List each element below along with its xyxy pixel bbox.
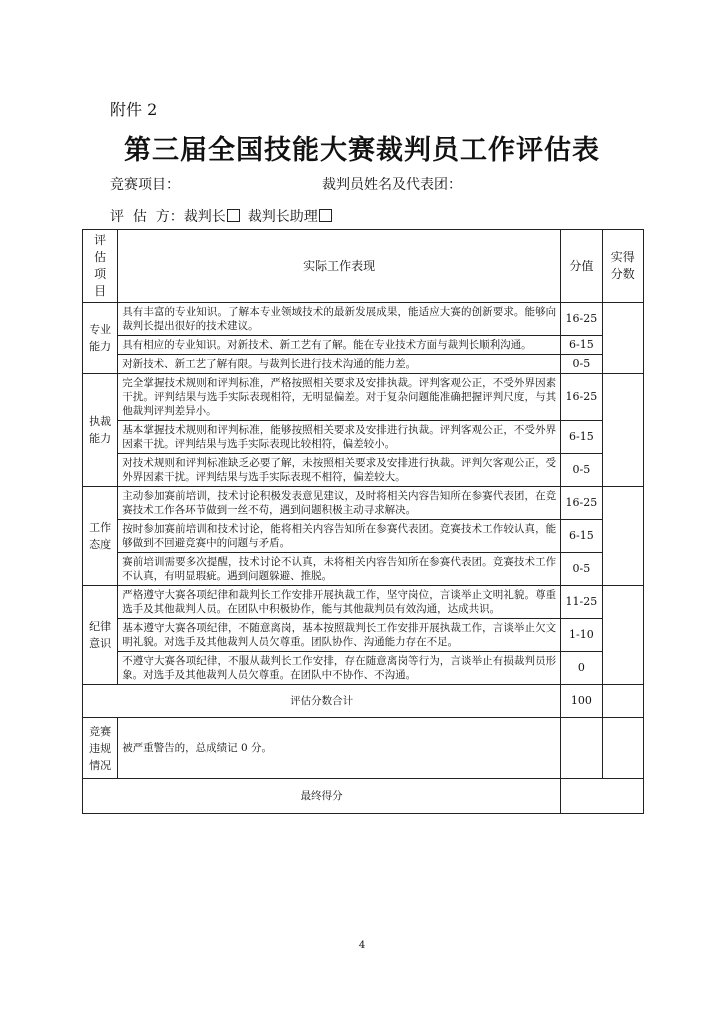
evaluator-label: 评 估 方： bbox=[110, 209, 184, 225]
attachment-label: 附件 2 bbox=[110, 100, 158, 119]
final-row bbox=[83, 779, 644, 814]
table-header-row bbox=[83, 230, 644, 303]
actual-score-cell[interactable] bbox=[602, 374, 643, 487]
chief-referee-label: 裁判长 bbox=[183, 209, 226, 225]
total-actual-cell[interactable] bbox=[602, 685, 643, 718]
points-range: 0-5 bbox=[561, 553, 602, 586]
performance-description: 具有丰富的专业知识。了解本专业领域技术的最新发展成果，能适应大赛的创新要求。能够向裁判长提出很好的技术建议。 bbox=[118, 303, 561, 336]
chief-referee-checkbox[interactable] bbox=[227, 209, 240, 222]
final-label: 最终得分 bbox=[83, 779, 561, 814]
points-range: 1-10 bbox=[561, 619, 602, 652]
referee-field-label: 裁判员姓名及代表团： bbox=[322, 177, 462, 193]
actual-score-cell[interactable] bbox=[602, 586, 643, 685]
table-row bbox=[83, 355, 644, 374]
points-range: 0 bbox=[561, 652, 602, 685]
event-field-label: 竞赛项目： bbox=[110, 177, 180, 193]
performance-description: 对新技术、新工艺了解有限。与裁判长进行技术沟通的能力差。 bbox=[118, 355, 561, 374]
performance-description: 对技术规则和评判标准缺乏必要了解，未按照相关要求及安排进行执裁。评判欠客观公正，受外界因素干扰。评判结果与选手实际表现不相符，偏差较大。 bbox=[118, 454, 561, 487]
table-row bbox=[83, 487, 644, 520]
performance-description: 按时参加赛前培训和技术讨论，能将相关内容告知所在参赛代表团。竞赛技术工作较认真，能够做到不回避竞赛中的问题与矛盾。 bbox=[118, 520, 561, 553]
table-row bbox=[83, 374, 644, 421]
header-actual: 实得分数 bbox=[602, 230, 643, 303]
violation-row bbox=[83, 718, 644, 779]
performance-description: 严格遵守大赛各项纪律和裁判长工作安排开展执裁工作，坚守岗位，言谈举止文明礼貌。尊重选手及其他裁判人员。在团队中积极协作，能与其他裁判员有效沟通，达成共识。 bbox=[118, 586, 561, 619]
points-range: 0-5 bbox=[561, 355, 602, 374]
category-label: 工作态度 bbox=[83, 487, 118, 586]
category-label: 纪律意识 bbox=[83, 586, 118, 685]
points-range: 16-25 bbox=[561, 487, 602, 520]
points-range: 0-5 bbox=[561, 454, 602, 487]
form-title: 第三届全国技能大赛裁判员工作评估表 bbox=[124, 135, 600, 166]
total-value: 100 bbox=[561, 685, 602, 718]
violation-points-cell bbox=[561, 718, 602, 779]
performance-description: 赛前培训需要多次提醒，技术讨论不认真，未将相关内容告知所在参赛代表团。竞赛技术工作不认真，有明显瑕疵。遇到问题躲避、推脱。 bbox=[118, 553, 561, 586]
performance-description: 具有相应的专业知识。对新技术、新工艺有了解。能在专业技术方面与裁判长顺利沟通。 bbox=[118, 336, 561, 355]
category-label: 执裁能力 bbox=[83, 374, 118, 487]
points-range: 6-15 bbox=[561, 336, 602, 355]
evaluator-line bbox=[110, 206, 340, 226]
violation-actual-cell[interactable] bbox=[602, 718, 643, 779]
performance-description: 不遵守大赛各项纪律，不服从裁判长工作安排，存在随意离岗等行为，言谈举止有损裁判员形象。对选手及其他裁判人员欠尊重。在团队中不协作、不沟通。 bbox=[118, 652, 561, 685]
performance-description: 主动参加赛前培训，技术讨论积极发表意见建议，及时将相关内容告知所在参赛代表团，在竞赛技术工作各环节做到一丝不苟，遇到问题积极主动寻求解决。 bbox=[118, 487, 561, 520]
total-row bbox=[83, 685, 644, 718]
table-row bbox=[83, 586, 644, 619]
assistant-chief-checkbox[interactable] bbox=[319, 209, 332, 222]
performance-description: 完全掌握技术规则和评判标准，严格按照相关要求及安排执裁。评判客观公正，不受外界因素干扰。评判结果与选手实际表现相符，无明显偏差。对于复杂问题能准确把握评判尺度，与其他裁判评判差异小。 bbox=[118, 374, 561, 421]
table-row bbox=[83, 454, 644, 487]
table-row bbox=[83, 520, 644, 553]
points-range: 6-15 bbox=[561, 421, 602, 454]
table-row bbox=[83, 652, 644, 685]
table-row bbox=[83, 303, 644, 336]
violation-label: 竞赛违规情况 bbox=[83, 718, 118, 779]
points-range: 16-25 bbox=[561, 303, 602, 336]
points-range: 16-25 bbox=[561, 374, 602, 421]
final-score-cell[interactable] bbox=[561, 779, 644, 814]
violation-text: 被严重警告的，总成绩记 0 分。 bbox=[118, 718, 561, 779]
total-label: 评估分数合计 bbox=[83, 685, 561, 718]
points-range: 11-25 bbox=[561, 586, 602, 619]
performance-description: 基本掌握技术规则和评判标准，能够按照相关要求及安排进行执裁。评判客观公正，不受外界因素干扰。评判结果与选手实际表现比较相符，偏差较小。 bbox=[118, 421, 561, 454]
actual-score-cell[interactable] bbox=[602, 303, 643, 374]
actual-score-cell[interactable] bbox=[602, 487, 643, 586]
evaluation-table bbox=[82, 229, 644, 814]
page-number: 4 bbox=[358, 940, 366, 951]
header-item: 评估项目 bbox=[83, 230, 118, 303]
performance-description: 基本遵守大赛各项纪律，不随意离岗，基本按照裁判长工作安排开展执裁工作，言谈举止欠文明礼貌。对选手及其他裁判人员欠尊重。团队协作、沟通能力存在不足。 bbox=[118, 619, 561, 652]
table-row bbox=[83, 336, 644, 355]
assistant-chief-label: 裁判长助理 bbox=[247, 209, 318, 225]
points-range: 6-15 bbox=[561, 520, 602, 553]
category-label: 专业能力 bbox=[83, 303, 118, 374]
table-row bbox=[83, 421, 644, 454]
table-row bbox=[83, 553, 644, 586]
header-points: 分值 bbox=[561, 230, 602, 303]
header-performance: 实际工作表现 bbox=[118, 230, 561, 303]
table-row bbox=[83, 619, 644, 652]
